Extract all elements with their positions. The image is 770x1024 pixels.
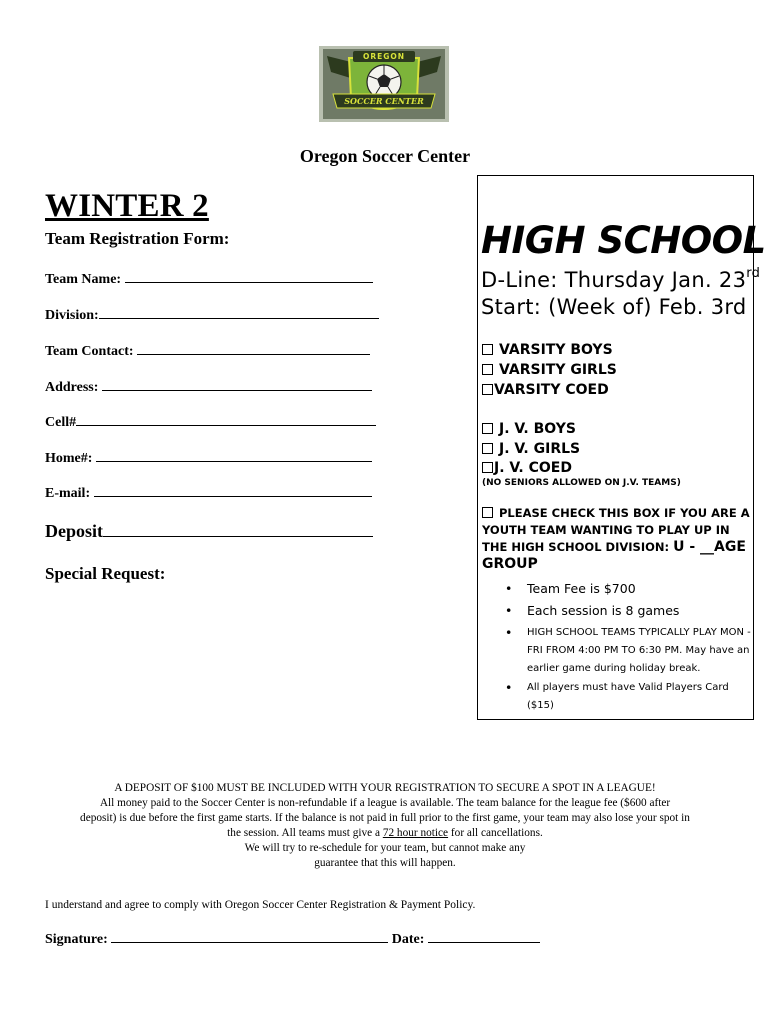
varsity-coed-label: VARSITY COED: [494, 382, 609, 398]
varsity-girls-label: VARSITY GIRLS: [499, 362, 617, 378]
deadline-label: D-Line: Thursday Jan. 23: [481, 268, 747, 292]
division-field[interactable]: [45, 305, 379, 324]
team-name-field[interactable]: [45, 269, 373, 288]
form-title: Team Registration Form:: [45, 229, 230, 248]
bullet-text: HIGH SCHOOL TEAMS TYPICALLY PLAY MON - FRI FROM 4:00 PM TO 6:30 PM. May have an earlier game during holiday break.: [527, 627, 751, 674]
jv-girls-option[interactable]: [482, 441, 580, 457]
home-phone-label: Home#:: [45, 451, 93, 466]
checkbox[interactable]: [482, 344, 493, 355]
team-contact-field[interactable]: [45, 341, 370, 360]
team-name-line[interactable]: [125, 269, 373, 283]
policy-line: [0, 826, 770, 841]
youth-team-option[interactable]: [482, 505, 752, 573]
deadline-suffix: rd: [746, 266, 761, 281]
varsity-boys-label: VARSITY BOYS: [499, 342, 613, 358]
bullet-text: All players must have Valid Players Card ($15): [527, 682, 729, 711]
start-text: Start: (Week of) Feb. 3rd: [481, 295, 747, 319]
youth-team-text: PLEASE CHECK THIS BOX IF YOU ARE A YOUTH TEAM WANTING TO PLAY UP IN THE HIGH SCHOOL DIVISION:: [482, 506, 750, 554]
bullet-icon: •: [505, 680, 513, 695]
deposit-line[interactable]: [103, 521, 373, 537]
jv-boys-label: J. V. BOYS: [499, 421, 576, 437]
checkbox[interactable]: [482, 364, 493, 375]
logo-top-text: OREGON: [362, 52, 406, 61]
cell-label: Cell#: [45, 415, 77, 430]
bullet-icon: •: [505, 603, 513, 618]
address-line[interactable]: [102, 377, 372, 391]
division-label: Division:: [45, 308, 99, 323]
jv-girls-label: J. V. GIRLS: [499, 441, 581, 457]
policy-line: deposit) is due before the first game starts. If the balance is not paid in full prior to the first game, your team may also lose your spot in: [80, 812, 690, 824]
varsity-girls-option[interactable]: [482, 362, 617, 378]
agreement-statement: I understand and agree to comply with Oregon Soccer Center Registration & Payment Policy.: [45, 899, 476, 911]
checkbox[interactable]: [482, 384, 493, 395]
checkbox[interactable]: [482, 423, 493, 434]
team-name-label: Team Name:: [45, 272, 122, 287]
policy-line: A DEPOSIT OF $100 MUST BE INCLUDED WITH YOUR REGISTRATION TO SECURE A SPOT IN A LEAGUE!: [114, 782, 656, 794]
email-field[interactable]: [45, 483, 372, 502]
season-title: WINTER 2: [45, 188, 209, 224]
team-contact-label: Team Contact:: [45, 344, 134, 359]
jv-coed-option[interactable]: [482, 460, 572, 476]
policy-line: We will try to re-schedule for your team, but cannot make any: [244, 842, 526, 854]
signature-row[interactable]: [45, 929, 540, 948]
home-phone-field[interactable]: [45, 448, 372, 467]
team-contact-line[interactable]: [137, 341, 370, 355]
special-request-label: Special Request:: [45, 564, 166, 583]
varsity-boys-option[interactable]: [482, 342, 613, 358]
policy-text: for all cancellations.: [448, 827, 543, 839]
policy-line: guarantee that this will happen.: [314, 857, 456, 869]
jv-coed-label: J. V. COED: [494, 460, 572, 476]
jv-boys-option[interactable]: [482, 421, 576, 437]
deposit-label: Deposit: [45, 521, 103, 541]
division-line[interactable]: [99, 305, 379, 319]
cell-field[interactable]: [45, 412, 376, 431]
checkbox[interactable]: [482, 443, 493, 454]
payment-policy: [0, 781, 770, 871]
jv-note: (NO SENIORS ALLOWED ON J.V. TEAMS): [482, 478, 681, 488]
email-label: E-mail:: [45, 486, 91, 501]
home-phone-line[interactable]: [96, 448, 372, 462]
oregon-soccer-center-logo: [319, 46, 449, 122]
policy-text: the session. All teams must give a: [227, 827, 383, 839]
checkbox[interactable]: [482, 462, 493, 473]
organization-name: Oregon Soccer Center: [299, 146, 471, 166]
address-label: Address:: [45, 380, 99, 395]
bullet-icon: •: [505, 581, 513, 596]
notice-text: 72 hour notice: [382, 827, 449, 839]
bullet-icon: •: [505, 625, 513, 640]
signature-label: Signature:: [45, 932, 108, 947]
policy-line: All money paid to the Soccer Center is non-refundable if a league is available. The team balance for the league fee ($600 after: [99, 797, 671, 809]
bullet-text: Each session is 8 games: [527, 603, 680, 618]
date-label: Date:: [391, 932, 425, 947]
high-school-heading: HIGH SCHOOL: [481, 219, 766, 262]
checkbox[interactable]: [482, 507, 493, 518]
date-line[interactable]: [428, 929, 540, 943]
deadline-text: [481, 268, 760, 292]
youth-age-group: U - __AGE GROUP: [482, 539, 746, 572]
address-field[interactable]: [45, 377, 372, 396]
logo-bottom-text: SOCCER CENTER: [344, 96, 424, 106]
cell-line[interactable]: [76, 412, 376, 426]
varsity-coed-option[interactable]: [482, 382, 609, 398]
deposit-field[interactable]: [45, 521, 373, 542]
email-line[interactable]: [94, 483, 372, 497]
signature-line[interactable]: [111, 929, 388, 943]
bullet-text: Team Fee is $700: [527, 581, 636, 596]
